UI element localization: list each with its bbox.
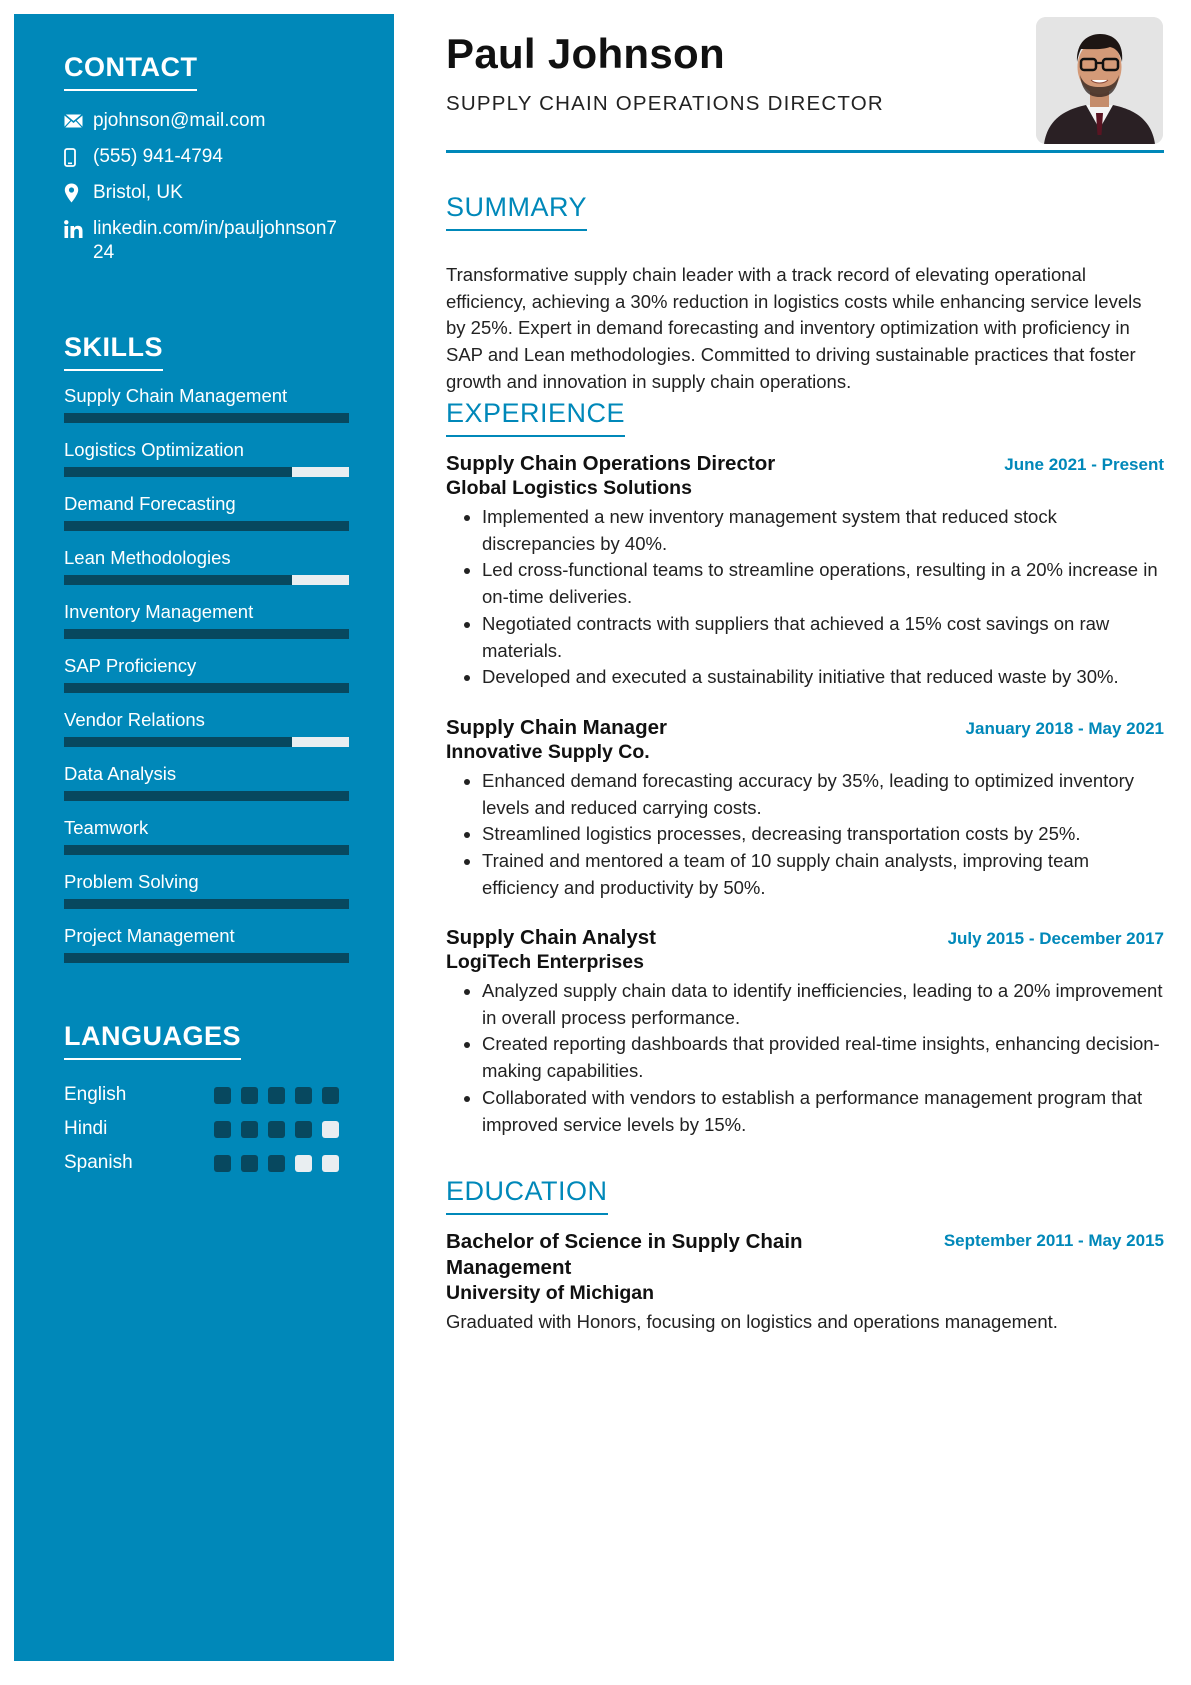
- skill-level-bar: [64, 845, 349, 855]
- level-dot-empty: [295, 1155, 312, 1172]
- education-school: University of Michigan: [446, 1282, 655, 1304]
- job-dates: July 2015 - December 2017: [947, 929, 1164, 948]
- skill-level-bar: [64, 575, 349, 585]
- skill-item: [64, 871, 350, 925]
- contact-phone: [64, 145, 350, 169]
- level-dot-filled: [241, 1155, 258, 1172]
- level-dot-filled: [268, 1121, 285, 1138]
- skill-level-bar: [64, 521, 349, 531]
- education-note: Graduated with Honors, focusing on logistics and operations management.: [446, 1311, 1058, 1332]
- linkedin-link[interactable]: linkedin.com/in/pauljohnson724: [93, 218, 337, 263]
- job-bullet: • Implemented a new inventory management system that reduced stock discrepancies by 40%.: [482, 504, 1164, 557]
- skill-name: SAP Proficiency: [64, 655, 197, 676]
- skill-level-fill: [64, 845, 349, 855]
- skill-item: [64, 925, 350, 979]
- skill-name: Teamwork: [64, 817, 149, 838]
- skill-level-bar: [64, 899, 349, 909]
- job-bullet: • Created reporting dashboards that provided real-time insights, enhancing decision-making capabilities.: [482, 1031, 1164, 1084]
- job-bullet: • Streamlined logistics processes, decreasing transportation costs by 25%.: [482, 821, 1164, 848]
- skill-item: [64, 385, 350, 439]
- skill-item: [64, 817, 350, 871]
- level-dot-filled: [214, 1121, 231, 1138]
- job-bullet: • Developed and executed a sustainability initiative that reduced waste by 30%.: [482, 664, 1164, 691]
- education-dates: September 2011 - May 2015: [943, 1231, 1164, 1250]
- skill-name: Project Management: [64, 925, 235, 946]
- level-dot-filled: [322, 1087, 339, 1104]
- level-dot-filled: [295, 1121, 312, 1138]
- skill-level-fill: [64, 629, 349, 639]
- skill-item: [64, 547, 350, 601]
- skill-level-bar: [64, 737, 349, 747]
- level-dot-filled: [268, 1087, 285, 1104]
- contact-heading: CONTACT: [64, 52, 197, 91]
- job-role: Supply Chain Manager: [446, 716, 667, 739]
- experience-heading: EXPERIENCE: [446, 398, 625, 437]
- job-bullet: • Negotiated contracts with suppliers that achieved a 15% cost savings on raw materials.: [482, 611, 1164, 664]
- skill-level-fill: [64, 899, 349, 909]
- contact-email: [64, 109, 350, 133]
- skill-level-bar: [64, 683, 349, 693]
- summary-text: Transformative supply chain leader with a track record of elevating operational efficiency, achieving a 30% reduction in logistics costs while enhancing service levels by 25%. Expert in demand forecasting and inventory optimization with proficiency in SAP and Lean methodologies. Committed to driving sustainable practices that foster growth and innovation in supply chain operations.: [446, 264, 1142, 392]
- header-divider: [446, 150, 1164, 153]
- job-dates: June 2021 - Present: [1004, 455, 1164, 474]
- job-bullets: [446, 768, 1164, 902]
- job-company: LogiTech Enterprises: [446, 951, 644, 973]
- skill-level-fill: [64, 575, 292, 585]
- candidate-title: SUPPLY CHAIN OPERATIONS DIRECTOR: [446, 92, 884, 115]
- location-text: Bristol, UK: [93, 182, 183, 203]
- job-bullet: • Collaborated with vendors to establish a performance management program that improved service levels by 15%.: [482, 1085, 1164, 1138]
- candidate-name: Paul Johnson: [446, 30, 725, 77]
- profile-photo: [1036, 17, 1163, 144]
- languages-heading: LANGUAGES: [64, 1021, 241, 1060]
- language-item: [64, 1146, 350, 1180]
- skill-item: [64, 601, 350, 655]
- skill-name: Demand Forecasting: [64, 493, 236, 514]
- languages-list: [64, 1078, 350, 1180]
- job-bullet: • Trained and mentored a team of 10 supply chain analysts, improving team efficiency and productivity by 50%.: [482, 848, 1164, 901]
- level-dot-filled: [241, 1121, 258, 1138]
- skill-level-bar: [64, 467, 349, 477]
- skill-name: Logistics Optimization: [64, 439, 244, 460]
- level-dot-empty: [322, 1121, 339, 1138]
- skill-level-bar: [64, 791, 349, 801]
- skill-item: [64, 763, 350, 817]
- job-bullet: • Led cross-functional teams to streamline operations, resulting in a 20% increase in on-time deliveries.: [482, 557, 1164, 610]
- level-dot-empty: [322, 1155, 339, 1172]
- level-dot-filled: [214, 1087, 231, 1104]
- job-company: Global Logistics Solutions: [446, 477, 692, 499]
- skill-level-fill: [64, 953, 349, 963]
- job-role: Supply Chain Operations Director: [446, 452, 776, 475]
- level-dot-filled: [268, 1155, 285, 1172]
- skill-name: Inventory Management: [64, 601, 254, 622]
- language-name: English: [64, 1084, 127, 1105]
- skills-section: [64, 332, 350, 979]
- skill-level-bar: [64, 629, 349, 639]
- education-entry: [446, 1229, 1164, 1336]
- job-company: Innovative Supply Co.: [446, 741, 650, 763]
- phone-icon: [64, 145, 86, 169]
- contact-linkedin: [64, 217, 350, 265]
- job-bullets: [446, 504, 1164, 691]
- education-degree: Bachelor of Science in Supply Chain Management: [446, 1230, 803, 1279]
- level-dot-filled: [295, 1087, 312, 1104]
- language-name: Spanish: [64, 1152, 133, 1173]
- job-bullets: [446, 978, 1164, 1138]
- skill-level-fill: [64, 413, 349, 423]
- skill-level-fill: [64, 737, 292, 747]
- skill-level-bar: [64, 413, 349, 423]
- skills-heading: SKILLS: [64, 332, 163, 371]
- level-dot-filled: [241, 1087, 258, 1104]
- skills-list: [64, 385, 350, 979]
- skill-name: Problem Solving: [64, 871, 199, 892]
- skill-item: [64, 439, 350, 493]
- skill-item: [64, 655, 350, 709]
- job-entry: [446, 926, 1164, 1138]
- skill-name: Supply Chain Management: [64, 385, 288, 406]
- sidebar: [14, 14, 394, 1661]
- location-pin-icon: [64, 181, 86, 205]
- skill-level-bar: [64, 953, 349, 963]
- languages-section: [64, 1021, 350, 1180]
- phone-number[interactable]: (555) 941-4794: [93, 146, 223, 167]
- job-bullet: • Analyzed supply chain data to identify inefficiencies, leading to a 20% improvement in overall process performance.: [482, 978, 1164, 1031]
- linkedin-icon: [64, 217, 86, 241]
- summary-heading: SUMMARY: [446, 192, 587, 231]
- skill-level-fill: [64, 791, 349, 801]
- education-heading: EDUCATION: [446, 1176, 608, 1215]
- job-bullet: • Enhanced demand forecasting accuracy by 35%, leading to optimized inventory levels and reduced carrying costs.: [482, 768, 1164, 821]
- language-item: [64, 1078, 350, 1112]
- language-name: Hindi: [64, 1118, 108, 1139]
- skill-name: Vendor Relations: [64, 709, 205, 730]
- skill-name: Data Analysis: [64, 763, 177, 784]
- envelope-icon: [64, 109, 86, 133]
- contact-location: [64, 181, 350, 205]
- job-entry: [446, 716, 1164, 902]
- contact-section: [64, 52, 350, 277]
- language-level-dots: [214, 1087, 339, 1104]
- skill-name: Lean Methodologies: [64, 547, 231, 568]
- level-dot-filled: [214, 1155, 231, 1172]
- skill-item: [64, 493, 350, 547]
- skill-level-fill: [64, 683, 349, 693]
- job-entry: [446, 452, 1164, 691]
- email-link[interactable]: pjohnson@mail.com: [93, 110, 266, 131]
- language-level-dots: [214, 1121, 339, 1138]
- language-item: [64, 1112, 350, 1146]
- language-level-dots: [214, 1155, 339, 1172]
- skill-item: [64, 709, 350, 763]
- job-dates: January 2018 - May 2021: [965, 719, 1164, 738]
- skill-level-fill: [64, 467, 292, 477]
- job-role: Supply Chain Analyst: [446, 926, 656, 949]
- skill-level-fill: [64, 521, 349, 531]
